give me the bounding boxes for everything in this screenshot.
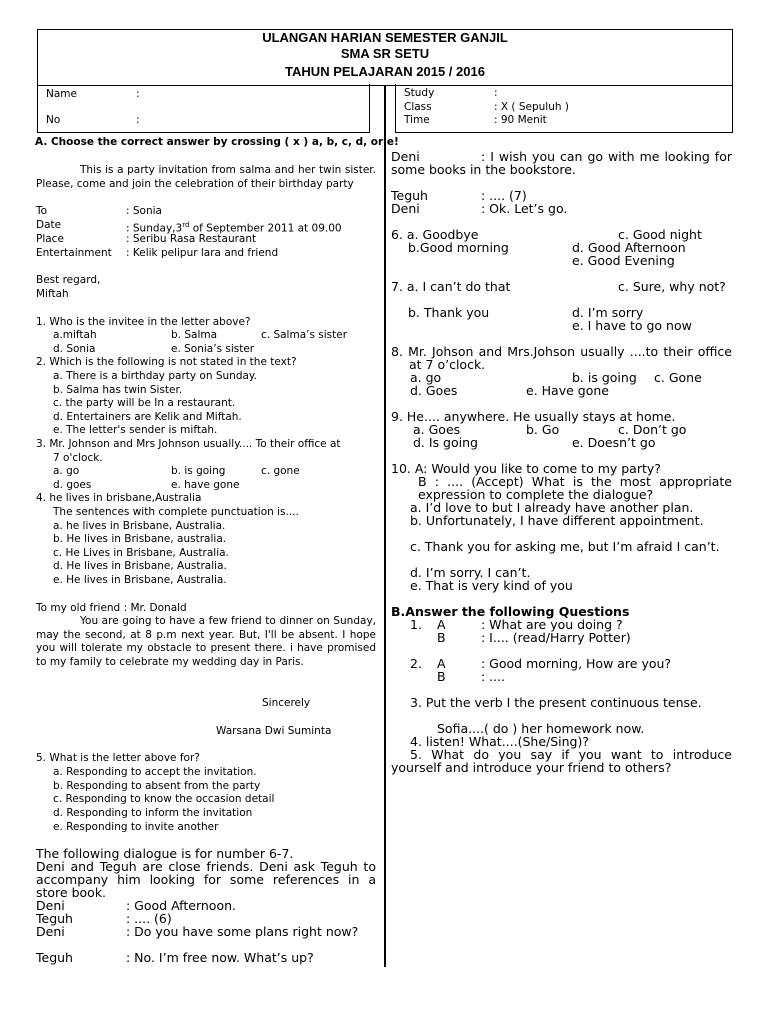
q5-stem: 5. What is the letter above for? <box>36 752 200 764</box>
q1-option-d[interactable]: d. Sonia <box>53 343 96 355</box>
q9-stem: 9. He.... anywhere. He usually stays at home. <box>391 409 676 424</box>
q4-option-a[interactable]: a. he lives in Brisbane, Australia. <box>53 520 226 532</box>
exam-header <box>37 29 733 86</box>
study-value: : <box>494 87 498 99</box>
q6-option-a[interactable]: 6. a. Goodbye <box>391 227 479 242</box>
name-label: Name <box>46 88 77 100</box>
q10-stem: 10. A: Would you like to come to my party? <box>391 461 661 476</box>
dialogue-speaker: Deni <box>391 201 420 216</box>
date-value-rest: of September 2011 at 09.00 <box>189 222 342 235</box>
q2-stem: 2. Which is the following is not stated in the text? <box>36 356 297 368</box>
section-b-title: B.Answer the following Questions <box>391 604 630 619</box>
q4-stem: 4. he lives in brisbane,Australia <box>36 492 202 504</box>
dialogue-speaker: Deni <box>36 924 65 939</box>
letter-to: To my old friend : Mr. Donald <box>36 602 187 614</box>
q3-stem-cont: 7 o'clock. <box>53 452 103 464</box>
dialogue-line: : Ok. Let’s go. <box>481 201 568 216</box>
dialogue-line: : I wish you can go with me looking for some books in the bookstore. <box>391 149 732 177</box>
invitation-regard: Best regard, <box>36 274 101 286</box>
b-q2-line-b: : .... <box>481 669 506 684</box>
q5-option-a[interactable]: a. Responding to accept the invitation. <box>53 766 257 778</box>
q1-stem: 1. Who is the invitee in the letter above? <box>36 316 251 328</box>
time-value: : 90 Menit <box>494 114 547 126</box>
no-field[interactable]: : <box>136 114 140 126</box>
date-label: Date <box>36 219 62 231</box>
q5-option-b[interactable]: b. Responding to absent from the party <box>53 780 261 792</box>
q7-option-c[interactable]: c. Sure, why not? <box>618 279 726 294</box>
q3-stem: 3. Mr. Johnson and Mrs Johnson usually.... To their office at <box>36 438 341 450</box>
q8-option-e[interactable]: e. Have gone <box>526 383 609 398</box>
q9-option-c[interactable]: c. Don’t go <box>618 422 687 437</box>
academic-year: TAHUN PELAJARAN 2015 / 2016 <box>285 64 485 79</box>
q6-option-e[interactable]: e. Good Evening <box>572 253 675 268</box>
dialogue-speaker: Deni <box>391 149 420 164</box>
q9-option-a[interactable]: a. Goes <box>413 422 461 437</box>
section-a-instruction: A. Choose the correct answer by crossing ( x ) a, b, c, d, or e! <box>35 136 399 148</box>
entertainment-label: Entertainment <box>36 247 112 259</box>
q4-option-b[interactable]: b. He lives in Brisbane, australia. <box>53 533 227 545</box>
place-value: : Seribu Rasa Restaurant <box>126 233 257 245</box>
dialogue-speaker: Deni <box>36 898 65 913</box>
q4-option-d[interactable]: d. He lives in Brisbane, Australia. <box>53 560 227 572</box>
b-q4-stem: 4. listen! What....(She/Sing)? <box>410 734 590 749</box>
dialogue-speaker: Teguh <box>36 950 73 965</box>
exam-title: ULANGAN HARIAN SEMESTER GANJIL <box>262 30 508 45</box>
entertainment-value: : Kelik pelipur lara and friend <box>126 247 279 259</box>
q5-option-d[interactable]: d. Responding to inform the invitation <box>53 807 253 819</box>
letter-signer: Warsana Dwi Suminta <box>216 725 332 737</box>
q10-option-a[interactable]: a. I’d love to but I already have another plan. <box>410 500 694 515</box>
letter-body: You are going to have a few friend to dinner on Sunday, may the second, at 8 p.m next year. But, I'll be absent. I hope you will tolerate my obstacle to present there. i have promised to my family to celebrate my wedding day in Paris. <box>36 615 376 668</box>
q5-option-c[interactable]: c. Responding to know the occasion detail <box>53 793 275 805</box>
invitation-signer: Miftah <box>36 288 69 300</box>
exam-info-box <box>395 84 733 133</box>
b-q1-speaker-a: A <box>437 617 446 632</box>
q7-option-b[interactable]: b. Thank you <box>408 305 490 320</box>
q8-option-b[interactable]: b. is going <box>572 370 637 385</box>
q4-sub: The sentences with complete punctuation is.... <box>53 506 299 518</box>
q1-option-c[interactable]: c. Salma’s sister <box>261 329 348 341</box>
q10-option-d[interactable]: d. I’m sorry. I can’t. <box>410 565 531 580</box>
column-divider <box>384 85 386 967</box>
dialogue-speaker: Teguh <box>391 188 428 203</box>
q10-option-e[interactable]: e. That is very kind of you <box>410 578 573 593</box>
q2-option-c[interactable]: c. the party will be In a restaurant. <box>53 397 236 409</box>
b-q1-speaker-b: B <box>437 630 446 645</box>
q3-option-c[interactable]: c. gone <box>261 465 300 477</box>
student-info-box <box>37 84 370 133</box>
q10-stem-b: B : .... (Accept) What is the most appropriate expression to complete the dialogue? <box>418 474 732 502</box>
q8-stem: 8. Mr. Johson and Mrs.Johson usually ....to their office at 7 o’clock. <box>391 344 732 372</box>
b-q5-stem: 5. What do you say if you want to introduce yourself and introduce your friend to others? <box>391 747 732 775</box>
q8-option-d[interactable]: d. Goes <box>410 383 458 398</box>
dialogue-line: : No. I’m free now. What’s up? <box>126 950 314 965</box>
dialogue-speaker: Teguh <box>36 911 73 926</box>
q1-option-a[interactable]: a.miftah <box>53 329 97 341</box>
q6-option-b[interactable]: b.Good morning <box>408 240 509 255</box>
q8-option-c[interactable]: c. Gone <box>654 370 702 385</box>
dialogue-line: : Good Afternoon. <box>126 898 236 913</box>
q6-option-d[interactable]: d. Good Afternoon <box>572 240 686 255</box>
q3-option-b[interactable]: b. is going <box>171 465 226 477</box>
no-label: No <box>46 114 61 126</box>
b-q2-line-a: : Good morning, How are you? <box>481 656 672 671</box>
time-label: Time <box>404 114 430 126</box>
q1-option-b[interactable]: b. Salma <box>171 329 218 341</box>
q7-option-a[interactable]: 7. a. I can’t do that <box>391 279 511 294</box>
q3-option-d[interactable]: d. goes <box>53 479 92 491</box>
q10-option-c[interactable]: c. Thank you for asking me, but I’m afraid I can’t. <box>410 539 720 554</box>
q3-option-a[interactable]: a. go <box>53 465 80 477</box>
q6-option-c[interactable]: c. Good night <box>618 227 702 242</box>
to-label: To <box>36 205 48 217</box>
place-label: Place <box>36 233 64 245</box>
dialogue-intro: Deni and Teguh are close friends. Deni ask Teguh to accompany him looking for some references in a store book. <box>36 859 376 900</box>
dialogue-line: : Do you have some plans right now? <box>126 924 359 939</box>
date-value-main: : Sunday,3 <box>126 222 183 235</box>
q2-option-d[interactable]: d. Entertainers are Kelik and Miftah. <box>53 411 242 423</box>
q7-option-d[interactable]: d. I’m sorry <box>572 305 644 320</box>
b-q3-sentence: Sofia....( do ) her homework now. <box>437 721 645 736</box>
dialogue-blank-7: : .... (7) <box>481 188 527 203</box>
q10-option-b[interactable]: b. Unfortunately, I have different appointment. <box>410 513 704 528</box>
q2-option-a[interactable]: a. There is a birthday party on Sunday. <box>53 370 257 382</box>
class-value: : X ( Sepuluh ) <box>494 101 569 113</box>
b-q2-number: 2. <box>410 656 422 671</box>
letter-closing: Sincerely <box>262 697 311 709</box>
dialogue-intro-heading: The following dialogue is for number 6-7. <box>36 846 294 861</box>
q9-option-b[interactable]: b. Go <box>526 422 560 437</box>
b-q1-line-b: : I.... (read/Harry Potter) <box>481 630 631 645</box>
b-q3-stem: 3. Put the verb I the present continuous tense. <box>410 695 702 710</box>
class-label: Class <box>404 101 432 113</box>
q4-option-c[interactable]: c. He Lives in Brisbane, Australia. <box>53 547 229 559</box>
q2-option-e[interactable]: e. The letter's sender is miftah. <box>53 424 218 436</box>
q9-option-d[interactable]: d. Is going <box>413 435 478 450</box>
q9-option-e[interactable]: e. Doesn’t go <box>572 435 656 450</box>
q8-option-a[interactable]: a. go <box>410 370 442 385</box>
study-label: Study <box>404 87 435 99</box>
q5-option-e[interactable]: e. Responding to invite another <box>53 821 219 833</box>
name-field[interactable]: : <box>136 88 140 100</box>
q1-option-e[interactable]: e. Sonia’s sister <box>171 343 255 355</box>
invitation-intro: This is a party invitation from salma and her twin sister. Please, come and join the celebration of their birthday party <box>36 164 376 190</box>
q3-option-e[interactable]: e. have gone <box>171 479 240 491</box>
q2-option-b[interactable]: b. Salma has twin Sister. <box>53 384 183 396</box>
q4-option-e[interactable]: e. He lives in Brisbane, Australia. <box>53 574 227 586</box>
q7-option-e[interactable]: e. I have to go now <box>572 318 692 333</box>
to-value: : Sonia <box>126 205 162 217</box>
b-q2-speaker-a: A <box>437 656 446 671</box>
school-name: SMA SR SETU <box>340 46 430 61</box>
b-q2-speaker-b: B <box>437 669 446 684</box>
dialogue-blank-6: : .... (6) <box>126 911 172 926</box>
b-q1-line-a: : What are you doing ? <box>481 617 623 632</box>
b-q1-number: 1. <box>410 617 422 632</box>
date-suffix: rd <box>182 221 190 229</box>
